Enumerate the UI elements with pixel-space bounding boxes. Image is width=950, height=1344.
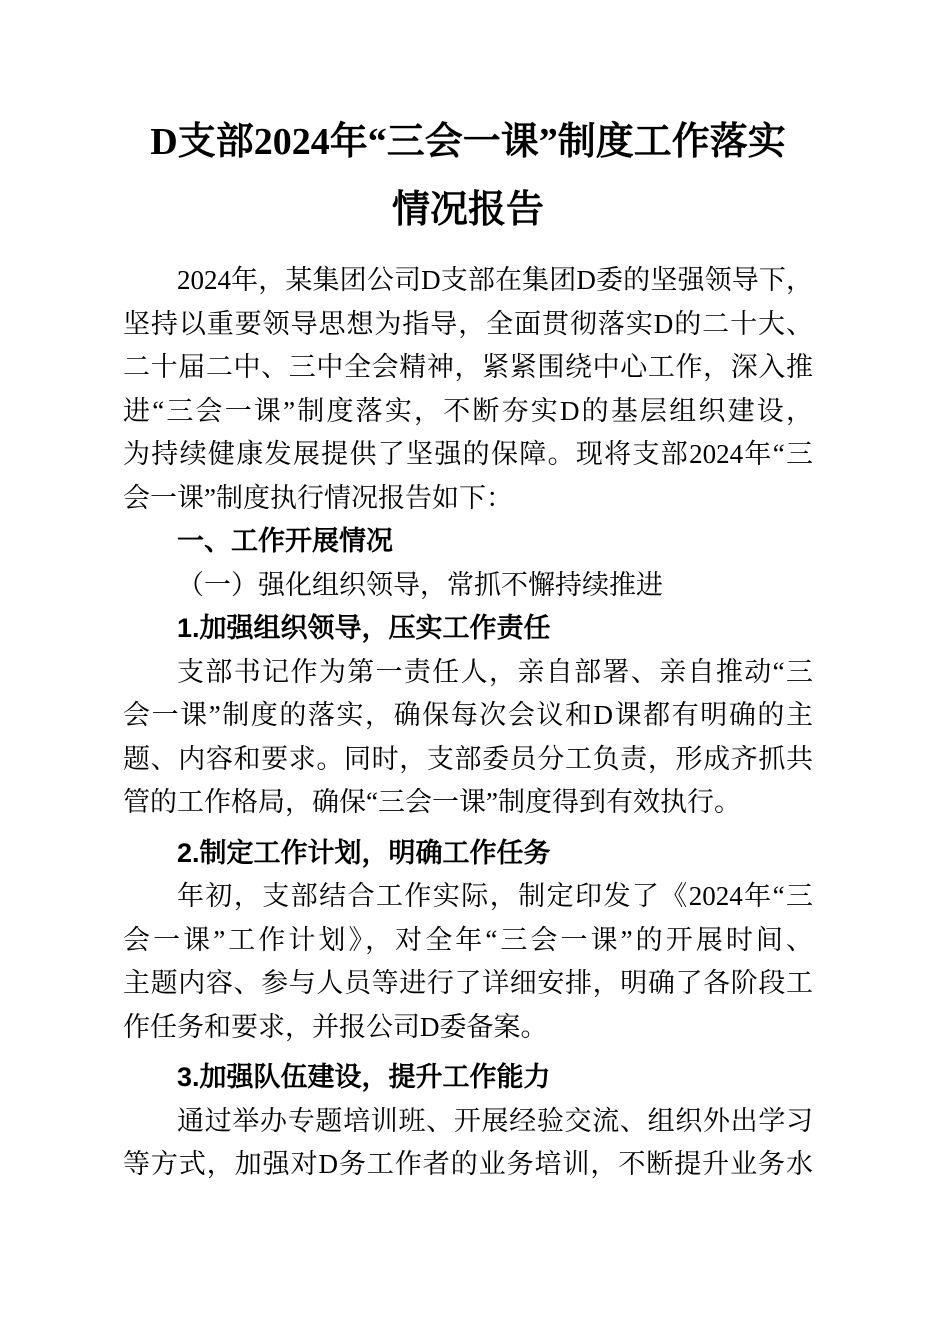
paragraph-line: 二十届二中、三中全会精神，紧紧围绕中心工作，深入推 (123, 352, 813, 382)
report-title (123, 108, 813, 244)
paragraph-line: 会一课”制度的落实，确保每次会议和D课都有明确的主 (123, 700, 813, 730)
paragraph-line: 2024年，某集团公司D支部在集团D委的坚强领导下， (177, 265, 813, 295)
paragraph-line: 管的工作格局，确保“三会一课”制度得到有效执行。 (123, 787, 741, 817)
paragraph-line: 通过举办专题培训班、开展经验交流、组织外出学习 (177, 1105, 813, 1136)
item-heading-2: 2.制定工作计划，明确工作任务 (177, 837, 551, 868)
paragraph-line: 会一课”制度执行情况报告如下： (123, 482, 513, 513)
paragraph-line: 主题内容、参与人员等进行了详细安排，明确了各阶段工 (123, 968, 813, 998)
paragraph-line: 进“三会一课”制度落实，不断夯实D的基层组织建设， (123, 395, 813, 426)
paragraph-line: 会一课”工作计划》，对全年“三会一课”的开展时间、 (123, 924, 813, 955)
paragraph-line: 支部书记作为第一责任人，亲自部署、亲自推动“三 (177, 656, 813, 687)
paragraph-line: 题、内容和要求。同时，支部委员分工负责，形成齐抓共 (123, 743, 813, 774)
paragraph-item-3 (123, 1100, 813, 1187)
paragraph-line: 作任务和要求，并报公司D委备案。 (123, 1011, 548, 1042)
paragraph-line: 等方式，加强对D务工作者的业务培训，不断提升业务水 (123, 1149, 813, 1179)
paragraph-item-2 (123, 875, 813, 1049)
paragraph-line: 为持续健康发展提供了坚强的保障。现将支部2024年“三 (123, 439, 813, 469)
subsection-heading-1: （一）强化组织领导，常抓不懈持续推进 (177, 569, 663, 600)
paragraph-line: 年初，支部结合工作实际，制定印发了《2024年“三 (177, 881, 813, 911)
report-title-line-2: 情况报告 (391, 189, 544, 231)
item-heading-3: 3.加强队伍建设，提升工作能力 (177, 1062, 551, 1092)
paragraph-line: 坚持以重要领导思想为指导，全面贯彻落实D的二十大、 (123, 308, 813, 339)
paragraph-intro (123, 259, 813, 520)
paragraph-item-1 (123, 651, 813, 825)
item-heading-1: 1.加强组织领导，压实工作责任 (177, 613, 551, 643)
section-heading-1: 一、工作开展情况 (177, 526, 393, 556)
report-title-line-1: D支部2024年“三会一课”制度工作落实 (150, 121, 786, 163)
